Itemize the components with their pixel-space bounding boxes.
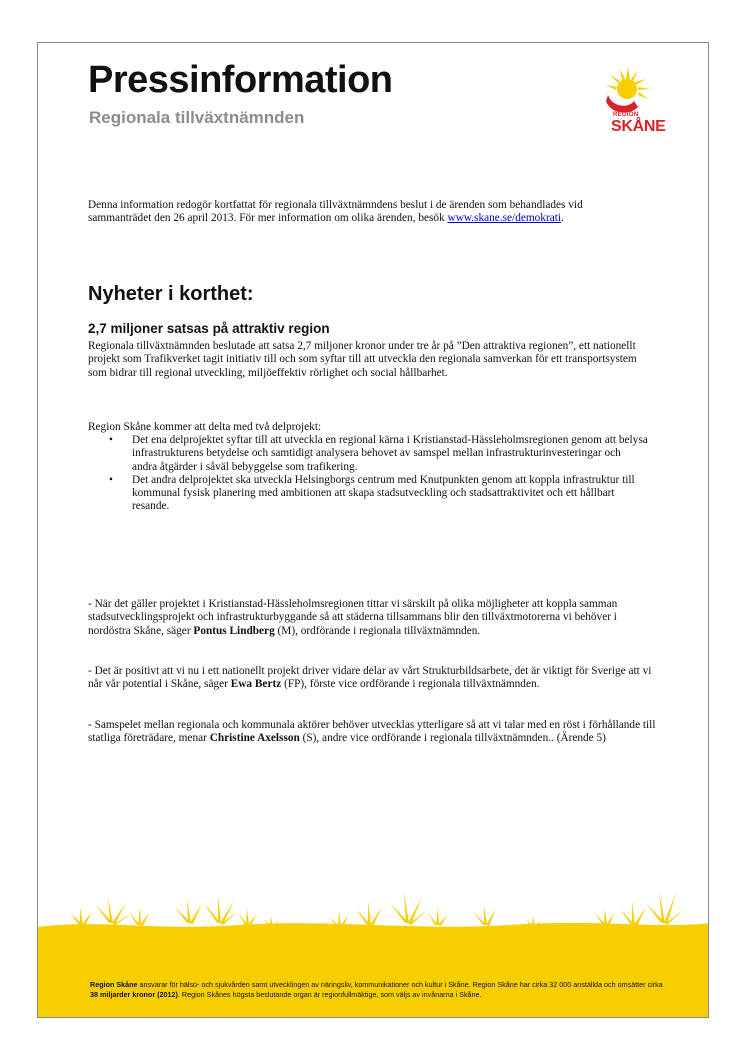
footer-amount: 38 miljarder kronor (2012) bbox=[90, 989, 178, 999]
quote-text: - När det gäller projektet i Kristianstad-Hässleholmsregionen tittar vi särskilt på olika möjligheter att koppla samman stadsutvecklingsprojekt och infrastrukturbyggande så att städerna tillsammans blir den tillväxtmotorerna vi behöver i nordöstra Skåne, säger bbox=[88, 598, 618, 637]
quote-speaker: Pontus Lindberg bbox=[193, 624, 275, 637]
subprojects-list bbox=[88, 434, 648, 514]
quote-role: (S), andre vice ordförande i regionala tillväxtnämnden.. (Ärende 5) bbox=[299, 732, 606, 745]
intro-text-end: . bbox=[561, 212, 564, 225]
intro-paragraph bbox=[88, 199, 648, 226]
list-item bbox=[88, 434, 648, 474]
quote-paragraph bbox=[88, 719, 658, 746]
intro-text: Denna information redogör kortfattat för regionala tillväxtnämndens beslut i de ärenden som behandlades vid sammanträdet den 26 april 2013. För mer information om olika ärenden, besök bbox=[88, 199, 583, 225]
logo-region-text: REGION bbox=[613, 112, 639, 118]
quote-speaker: Christine Axelsson bbox=[209, 732, 300, 745]
section-heading: Nyheter i korthet: bbox=[88, 283, 254, 305]
logo-skane-text: SKÅNE bbox=[611, 118, 666, 135]
document-page bbox=[37, 42, 709, 1018]
page-subtitle: Regionala tillväxtnämnden bbox=[89, 108, 305, 127]
quote-paragraph bbox=[88, 665, 658, 692]
quote-speaker: Ewa Bertz bbox=[230, 678, 282, 691]
quote-paragraph bbox=[88, 598, 658, 638]
list-item bbox=[88, 474, 648, 514]
article-heading: 2,7 miljoner satsas på attraktiv region bbox=[88, 321, 330, 336]
article-paragraph: Regionala tillväxtnämnden beslutade att satsa 2,7 miljoner kronor under tre år på ”Den attraktiva regionen”, ett nationellt projekt som Trafikverket tagit initiativ till och som syftar till att utveckla den regionala samverkan för ett transportsystem som bidrar till regional utveckling, miljöeffektiv rörlighet och social hållbarhet. bbox=[88, 340, 637, 379]
bullet-symbol: • bbox=[109, 434, 113, 446]
bullet-symbol: • bbox=[109, 473, 113, 486]
subprojects-intro: Region Skåne kommer att delta med två delprojekt: bbox=[88, 421, 322, 433]
quote-role: (FP), förste vice ordförande i regionala tillväxtnämnden. bbox=[281, 678, 540, 691]
demokrati-link[interactable]: www.skane.se/demokrati bbox=[447, 212, 561, 225]
footer-text-part2: . Region Skånes högsta beslutande organ är regionfullmäktige, som väljs av invånarna i Skåne. bbox=[177, 989, 482, 999]
list-item-text: Det andra delprojektet ska utveckla Helsingborgs centrum med Knutpunkten genom att koppla infrastruktur till kommunal fysisk planering med ambitionen att skapa stadsutveckling och stadsattraktivitet och ett hållbart resande. bbox=[132, 473, 635, 513]
quote-role: (M), ordförande i regionala tillväxtnämnden. bbox=[274, 624, 481, 637]
footer-text bbox=[90, 980, 670, 999]
page-title: Pressinformation bbox=[88, 59, 393, 101]
footer-text-part1: ansvarar för hälso- och sjukvården samt utvecklingen av näringsliv, kommunikationer och kultur i Skåne. Region Skåne har cirka 32 000 anställda och omsätter cirka bbox=[137, 980, 663, 989]
footer-org-name: Region Skåne bbox=[90, 980, 138, 989]
quote-text: - Det är positivt att vi nu i ett nationellt projekt driver vidare delar av vårt Strukturbildsarbete, det är viktigt för Sverige att vi når vår potential i Skåne, säger bbox=[88, 665, 652, 691]
list-item-text: Det ena delprojektet syftar till att utveckla en regional kärna i Kristianstad-Hässleholmsregionen genom att belysa infrastrukturens betydelse och samtidigt analysera behovet av samspel mellan infrastrukturinvesteringar och andra åtgärder i såväl bebyggelse som trafikering. bbox=[132, 434, 648, 473]
quote-text: - Samspelet mellan regionala och kommunala aktörer behöver utvecklas ytterligare så att vi talar med en röst i förhållande till statliga företrädare, menar bbox=[88, 719, 656, 745]
